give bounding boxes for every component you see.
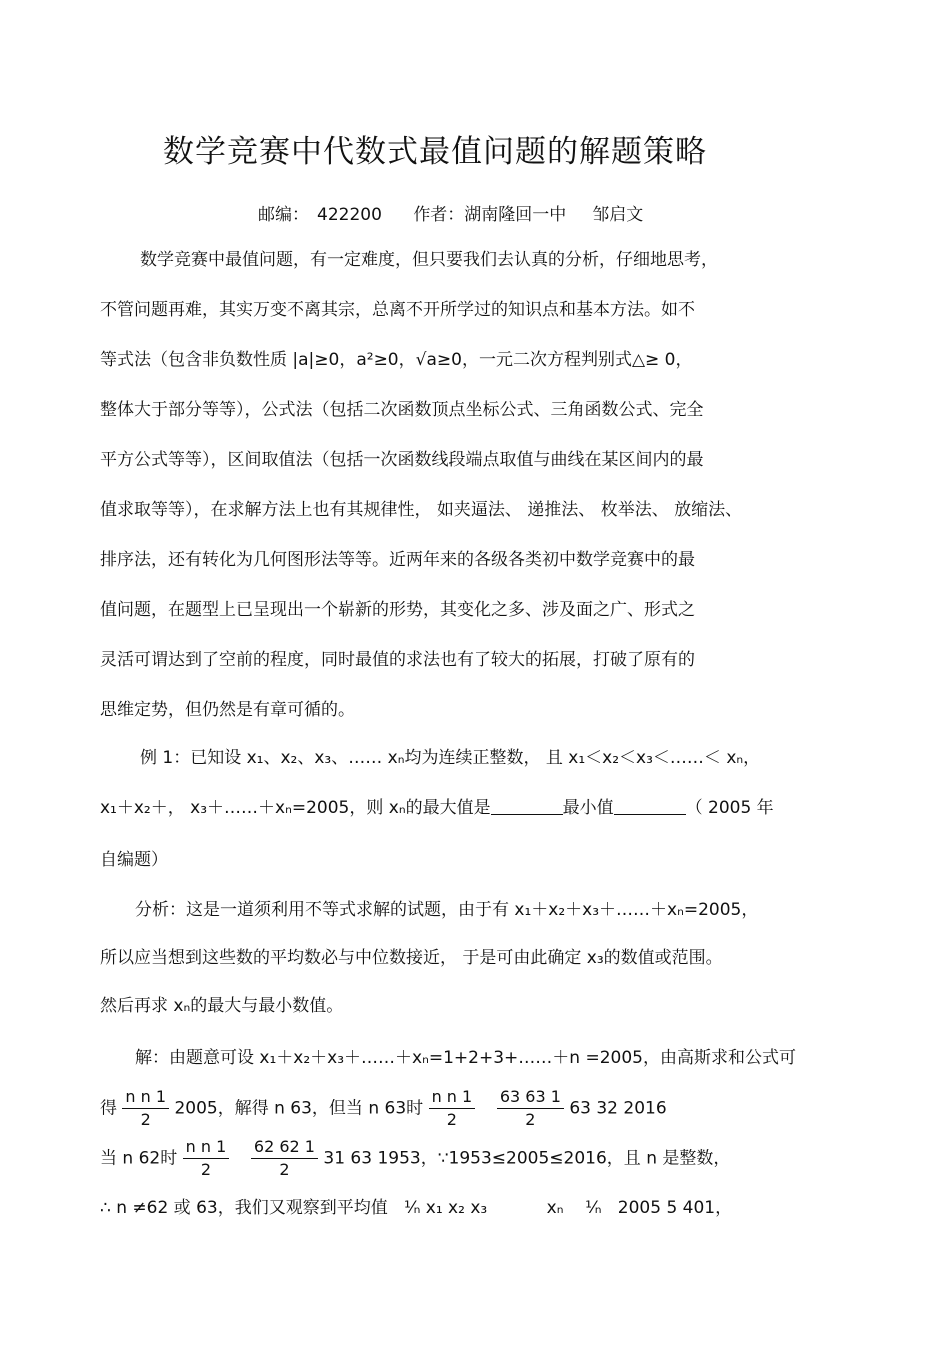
analysis-line: 所以应当想到这些数的平均数必与中位数接近， 于是可由此确定 x₃的数值或范围。 (100, 948, 723, 968)
fraction-denominator: 2 (200, 1160, 212, 1179)
intro-line: 灵活可谓达到了空前的程度，同时最值的求法也有了较大的拓展，打破了原有的 (100, 650, 695, 670)
solution-text: 2005，解得 n 63，但当 n 63时 (174, 1098, 424, 1119)
fraction (183, 1136, 230, 1181)
intro-line: 值求取等等），在求解方法上也有其规律性， 如夹逼法、 递推法、 枚举法、 放缩法、 (100, 500, 743, 520)
solution-line (100, 1136, 730, 1181)
fraction-denominator: 2 (446, 1110, 457, 1129)
fraction (429, 1086, 476, 1131)
fraction-numerator: n n 1 (122, 1086, 169, 1109)
solution-text: xₙ (546, 1198, 564, 1218)
intro-line: 数学竞赛中最值问题，有一定难度，但只要我们去认真的分析，仔细地思考， (140, 250, 718, 270)
example-line: 自编题） (100, 850, 168, 870)
analysis-line: 然后再求 xₙ的最大与最小数值。 (100, 996, 344, 1016)
fraction-denominator: 2 (140, 1110, 151, 1129)
postcode-label: 邮编： (258, 205, 309, 225)
example-text: 最小值 (562, 798, 614, 818)
byline (258, 200, 669, 225)
solution-text: ¹⁄ₙ x₁ x₂ x₃ (403, 1198, 488, 1218)
solution-text: 得 (100, 1098, 117, 1119)
example-line: 例 1：已知设 x₁、x₂、x₃、…… xₙ均为连续正整数， 且 x₁＜x₂＜x₃＜……＜ xₙ， (140, 748, 761, 768)
solution-line (100, 1196, 732, 1220)
fraction (497, 1086, 564, 1131)
fraction (122, 1086, 169, 1131)
fraction-numerator: n n 1 (183, 1136, 230, 1159)
solution-line: 解：由题意可设 x₁＋x₂＋x₃＋……＋xₙ=1+2+3+……＋n =2005，由高斯求和公式可 (135, 1048, 796, 1068)
intro-line: 值问题，在题型上已呈现出一个崭新的形势，其变化之多、涉及面之广、形式之 (100, 600, 695, 620)
intro-line: 等式法（包含非负数性质 |a|≥0，a²≥0，√a≥0，一元二次方程判别式△≥ 0， (100, 350, 693, 370)
solution-text: ∴ n ≠62 或 63，我们又观察到平均值 (100, 1198, 388, 1218)
fraction-numerator: 62 62 1 (251, 1136, 318, 1159)
postcode: 422200 (317, 205, 382, 225)
intro-line: 整体大于部分等等），公式法（包括二次函数顶点坐标公式、三角函数公式、完全 (100, 400, 704, 420)
answer-blank (614, 798, 686, 815)
fraction (251, 1136, 318, 1181)
solution-text: 63 32 2016 (569, 1098, 667, 1119)
fraction-denominator: 2 (279, 1160, 290, 1179)
intro-line: 思维定势，但仍然是有章可循的。 (100, 700, 355, 720)
author-label: 作者：湖南隆回一中 (413, 205, 567, 225)
fraction-denominator: 2 (525, 1110, 536, 1129)
intro-line: 不管问题再难，其实万变不离其宗，总离不开所学过的知识点和基本方法。如不 (100, 300, 695, 320)
page-title: 数学竞赛中代数式最值问题的解题策略 (163, 134, 707, 170)
example-text: （ 2005 年 (685, 798, 774, 818)
example-text: x₁＋x₂＋， x₃＋……＋xₙ=2005，则 xₙ的最大值是 (100, 798, 491, 818)
example-line (100, 796, 774, 820)
intro-line: 排序法，还有转化为几何图形法等等。近两年来的各级各类初中数学竞赛中的最 (100, 550, 695, 570)
solution-line (100, 1086, 667, 1131)
fraction-numerator: 63 63 1 (497, 1086, 564, 1109)
solution-text: 当 n 62时 (100, 1148, 178, 1169)
fraction-numerator: n n 1 (429, 1086, 476, 1109)
intro-line: 平方公式等等），区间取值法（包括一次函数线段端点取值与曲线在某区间内的最 (100, 450, 704, 470)
author-name: 邹启文 (592, 205, 644, 225)
analysis-line: 分析：这是一道须利用不等式求解的试题，由于有 x₁＋x₂＋x₃＋……＋xₙ=2005， (135, 900, 759, 920)
solution-text: ¹⁄ₙ (585, 1198, 602, 1218)
answer-blank (491, 798, 563, 815)
solution-text: 31 63 1953，∵1953≤2005≤2016，且 n 是整数， (323, 1148, 731, 1169)
solution-text: 2005 5 401， (617, 1198, 733, 1218)
